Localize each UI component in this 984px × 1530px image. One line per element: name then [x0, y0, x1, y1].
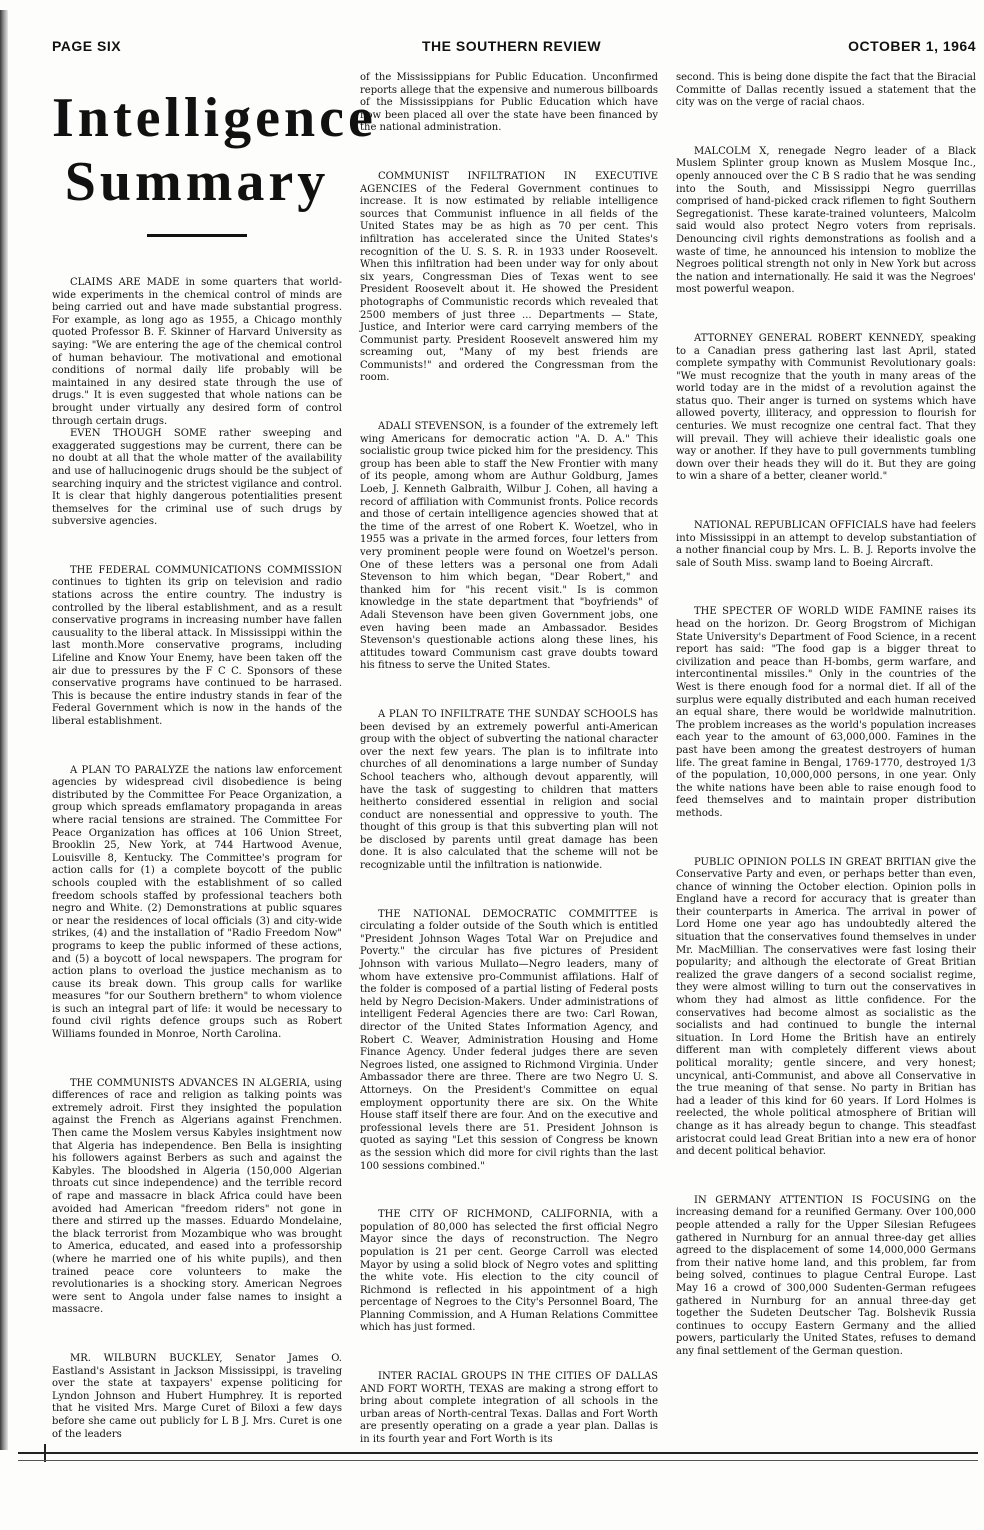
article-plan-to-paralyze: A PLAN TO PARALYZE the nations law enforcement agencies by widespread civil disobedience is being distributed by the Committee For Peace Organization, a group which spreads emflamatory propaganda in areas where racial tensions are strained. The Committee For Peace Organization has offices at 106 Union Street, Brooklin 25, New York, at 744 Hartwood Avenue, Louisville 8, Kentucky. The Committee's program for action calls for (1) a complete boycott of the public schools coupled with the establishment of so called freedom schools staffed by professional teachers both negro and White. (2) Demonstrations at public squares or near the residences of local officials (3) and city-wide strikes, (4) and the installation of "Radio Freedom Now" programs to keep the public informed of these actions, and (5) a boycott of local newspapers. The program for action plans to overload the justice mechanism as to cause its break down. This group calls for warlike measures "for our Southern brethern" to whom violence is such an integral part of life: it would be necessary to found civil rights defence groups such as Robert Williams founded in Monroe, North Carolina.	[52, 764, 342, 1041]
masthead-line-1: Intelligence	[52, 87, 377, 149]
issue-date: OCTOBER 1, 1964	[848, 38, 976, 54]
article-dallas-fort-worth: INTER RACIAL GROUPS IN THE CITIES OF DALLAS AND FORT WORTH, TEXAS are making a strong effort to bring about complete integration of all schools in the urban areas of North-central Texas. Dallas and Fort Worth are presently operating on a grade a year plan. Dallas is in its fourth year and Fort Worth is its	[360, 1371, 658, 1446]
article-malcolm-x: MALCOLM X, renegade Negro leader of a Black Muslem Splinter group known as Muslem Mosque Inc., openly annouced over the C B S radio that he was sending into the South, and Mississippi Negro guerrillas comprised of hand-picked crack riflemen to fight Southern Segregationist. These karate-trained volunteers, Malcolm said would also protect Negro voters from reprisals. Denouncing civil rights demonstrations as foolish and a waste of time, he announced his intension to moblize the Negroes political strength not only in New York but across the nation and internationally. He said it was the Negroes' most powerful weapon.	[676, 145, 976, 296]
masthead-line-2: Summary	[64, 151, 330, 213]
page-number: PAGE SIX	[52, 38, 122, 54]
article-robert-kennedy: ATTORNEY GENERAL ROBERT KENNEDY, speaking to a Canadian press gathering last last April, stated complete sympathy with Communist Revolutionary goals: "We must recognize that the youth in many areas of the world today are in the midst of a revolution against the status quo. Their anger is turned on systems which have allowed poverty, illiteracy, and oppression to flourish for centuries. We must recognize one central fact. That they will prevail. They will achieve their idealistic goals one way or another. If they have to pull governments tumbling down over their heads they will do it. But they are going to win a share of a better, cleaner world."	[676, 332, 976, 483]
article-democratic-committee: THE NATIONAL DEMOCRATIC COMMITTEE is circulating a folder outside of the South which is entitled "President Johnson Wages Total War on Prejudice and Poverty." the circular has five pictures of President Johnson with various Mullato—Negro leaders, many of whom have extensive pro-Communist affilations. Half of the folder is composed of a partial listing of Federal posts held by Negro Decision-Makers. Under administrations of intelligent Federal Agencies there are two: Carl Rowan, director of the United States Information Agency, and Robert C. Weaver, Administration Housing and Home Finance Agency. Under federal judges there are seven Negroes listed, one assigned to Richmond Virginia. Under Ambassador there are three. There are two Negro U. S. Attorneys. On the President's Committee on equal employment opportunity there are six. On the White House staff itself there are four. And on the executive and professional levels there are 51. President Johnson is quoted as saying "Let this session of Congress be known as the session which did more for civil rights than the last 100 sessions combined."	[360, 908, 658, 1172]
scan-edge	[0, 10, 8, 1450]
column-1	[52, 72, 377, 1441]
article-continued-public-education: of the Mississippians for Public Education. Unconfirmed reports allege that the expensive and numerous billboards of the Mississippians for Public Education which have now been placed all over the state have been financed by the national administration.	[360, 72, 658, 134]
article-algeria: THE COMMUNISTS ADVANCES IN ALGERIA, using differences of race and religion as talking points was extremely adroit. First they insighted the population against the French as Algerians against Frenchmen. Then came the Moslem versus Kabyles insightment now that Algeria has independence. Ben Bella is insighting his followers against Berbers as such and against the Kabyles. The bloodshed in Algeria (150,000 Algerian throats cut since independence) and the terrible record of rape and massacre in black Africa could have been avoided had American "freedom riders" not gone in there and stirred up the masses. Eduardo Mondelaine, the black terrorist from Mozambique who was brought to America, educated, and eased into a professorship (where he married one of his white pupils), and then trained peace core volunteers to make the revolutionaries is a shocking story. American Negroes were sent to Angola under false names to insight a massacre.	[52, 1077, 342, 1316]
article-republican-officials: NATIONAL REPUBLICAN OFFICIALS have had feelers into Mississippi in an attempt to develop substantiation of a nother financial coup by Mrs. L. B. J. Reports involve the sale of South Miss. swamp land to Boeing Aircraft.	[676, 520, 976, 569]
article-mind-control: CLAIMS ARE MADE in some quarters that world-wide experiments in the chemical control of minds are being carried out and have made substantial progress. For example, as long ago as 1955, a Chicago monthly quoted Professor B. F. Skinner of Harvard University as saying: "We are entering the age of the chemical control of human behaviour. The motivational and emotional conditions of normal daily life probably will be maintained in any desired state through the use of drugs." It is even suggested that whole nations can be brought under virtually any desired form of control through certain drugs.	[52, 277, 342, 427]
article-richmond: THE CITY OF RICHMOND, CALIFORNIA, with a population of 80,000 has selected the first official Negro Mayor since the days of reconstruction. The Negro population is 21 per cent. George Carroll was elected Mayor by using a solid block of Negro votes and splitting the white vote. His election to the city council of Richmond is reflected in his appointment of a high percentage of Negroes to the City's Personnel Board, The Planning Commission, and A Human Relations Committee which has just formed.	[360, 1209, 658, 1334]
masthead-rule	[147, 234, 247, 237]
article-famine: THE SPECTER OF WORLD WIDE FAMINE raises its head on the horizon. Dr. Georg Brogstrom of Michigan State University's Department of Food Science, in a recent report has said: "The food gap is a bigger threat to civilization and peace than H-bombs, germ warfare, and intercontinental missiles." Only in the countries of the West is there enough food for a normal diet. If all of the surplus were equally distributed and each human received an equal share, there would be worldwide malnutrition. The problem increases as the world's population increases each year to the amount of 63,000,000. Famines in the past have been among the greatest destroyers of human life. The great famine in Bengal, 1769-1770, destroyed 1/3 of the population, 10,000,000 persons, in one year. Only the white nations have been able to raise enough food to feed themselves and to maintain proper distribution methods.	[676, 606, 976, 819]
column-3	[676, 72, 976, 1358]
article-communist-infiltration: COMMUNIST INFILTRATION IN EXECUTIVE AGENCIES of the Federal Government continues to increase. It is now estimated by reliable intelligence sources that Communist influence in all fields of the United States may be as high as 70 per cent. This infiltration has accelerated since the United States's recognition of the U. S. S. R. in 1933 under Roosevelt. When this infiltration had been under way for only about six years, Congressman Dies of Texas went to see President Roosevelt about it. He showed the President photographs of Communistic records which revealed that 2500 members of just three ... Departments — State, Justice, and Interior were card carrying members of the Communist party. President Roosevelt answered him my screaming out, "Many of my best friends are Communists!" and ordered the Congressman from the room.	[360, 170, 658, 384]
article-germany: IN GERMANY ATTENTION IS FOCUSING on the increasing demand for a reunified Germany. Over 100,000 people attended a rally for the Upper Silesian Refugees gathered in Nurnburg for an annual three-day get allies agreed to the displacement of some 14,000,000 Germans from their native home land, and this problem, far from being solved, continues to plague Central Europe. Last May 16 a crowd of 300,000 Sudenten-German refugees gathered in Nurnburg for an annual three-day get together the Sudeten Deutscher Tag. Bolshevik Russia continues to occupy Eastern Germany and the allied powers, particularly the United States, refuses to demand any final settlement of the German question.	[676, 1194, 976, 1357]
section-masthead	[52, 86, 377, 237]
footer-rule-thin	[18, 1460, 978, 1461]
article-britain-polls: PUBLIC OPINION POLLS IN GREAT BRITIAN give the Conservative Party and even, or perhaps better than even, chance of winning the October election. Opinion polls in England have a record for accuracy that is greater than their counterparts in America. The arrival in power of Lord Home one year ago has undoubtedly altered the situation that the conservatives found themselves in under Mr. MacMillian. The conservatives were fast losing their popularity; and although the electorate of Great Britian realized the grave dangers of a second socialist regime, they were almost willing to turn out the conservatives in whom they had almost as little confidence. For the conservatives had become almost as socialistic as the socialists and had continued to bungle the internal situation. In Lord Home the British have an entirely different man with completely different views about political morality; gentle sincere, and very honest; uncynical, anti-Communist, and above all Conservative in the true meaning of that sense. No party in Britian has had a leader of this kind for 60 years. If Lord Holmes is reelected, the whole political atmosphere of Britian will change as it has already begun to change. This steadfast aristocrat could lead Great Britian into a new era of honor and decent political behavior.	[676, 856, 976, 1158]
article-adali-stevenson: ADALI STEVENSON, is a founder of the extremely left wing Americans for democratic action "A. D. A." This socialistic group twice picked him for the presidency. This group has been able to staff the New Frontier with many of its people, among whom are Authur Goldburg, James Loeb, J. Kenneth Galbraith, Wilbur J. Cohen, all having a record of affiliation with Communist fronts. Police records and those of certain intelligence agencies showed that at the time of the arrest of one Robert K. Woetzel, who in 1955 was a private in the armed forces, four letters from very prominent people were found on Woetzel's person. One of these letters was a personal one from Adali Stevenson to him which began, "Dear Robert," and thanked him for "his recent visit." Is is common knowledge in the state department that "boyfriends" of Adali Stevenson have been given Government jobs, one even having been made an Ambassador. Besides Stevenson's questionable actions along these lines, his attitudes toward Communism cast grave doubts toward his fitness to serve the United States.	[360, 421, 658, 672]
article-sunday-schools: A PLAN TO INFILTRATE THE SUNDAY SCHOOLS has been devised by an extremely powerful anti-American group with the object of subverting the national character over the next few years. The plan is to infiltrate into churches of all denominations a large number of Sunday School teachers who, although devout apparently, will have the task of suggesting to children that matters heitherto considered essential in religion and social conduct are nonessential and oppressive to youth. The thought of this group is that this subverting plan will not be disclosed by parents until great damage has been done. It is also calculated that the scheme will not be recognizable until the infiltration is nationwide.	[360, 708, 658, 872]
article-hallucinogenic-drugs: EVEN THOUGH SOME rather sweeping and exaggerated suggestions may be current, there can be no doubt at all that the whole matter of the availability and use of hallucinogenic drugs should be the subject of searching inquiry and the strictest vigilance and control. It is clear that highly dangerous potentialities present themselves for the criminal use of such drugs by subversive agencies.	[52, 428, 342, 528]
column-2	[360, 72, 658, 1447]
footer-rule	[18, 1452, 978, 1454]
article-fcc: THE FEDERAL COMMUNICATIONS COMMISSION continues to tighten its grip on television and radio stations across the entire country. The industry is controlled by the liberal establishment, and as a result conservative programs in increasing number have fallen causuality to the liberal attack. In Mississippi within the last month.More conservative programs, including Lifeline and Know Your Enemy, have been taken off the air due to pressures by the F C C. Sponsors of these conservative programs have continued to be harrased. This is because the entire industry stands in fear of the Federal Government which is now in the hands of the liberal establishment.	[52, 564, 342, 727]
article-continued-dallas: second. This is being done dispite the fact that the Biracial Committe of Dallas recently issued a statement that the city was on the verge of racial chaos.	[676, 72, 976, 109]
page-header	[52, 38, 976, 60]
newspaper-name: THE SOUTHERN REVIEW	[422, 38, 602, 54]
article-buckley: MR. WILBURN BUCKLEY, Senator James O. Eastland's Assistant in Jackson Mississippi, is traveling over the state at taxpayers' expense politicing for Lyndon Johnson and Hubert Humphrey. It is reported that he visited Mrs. Marge Curet of Biloxi a few days before she came out publicly for L B J. Mrs. Curet is one of the leaders	[52, 1352, 342, 1440]
